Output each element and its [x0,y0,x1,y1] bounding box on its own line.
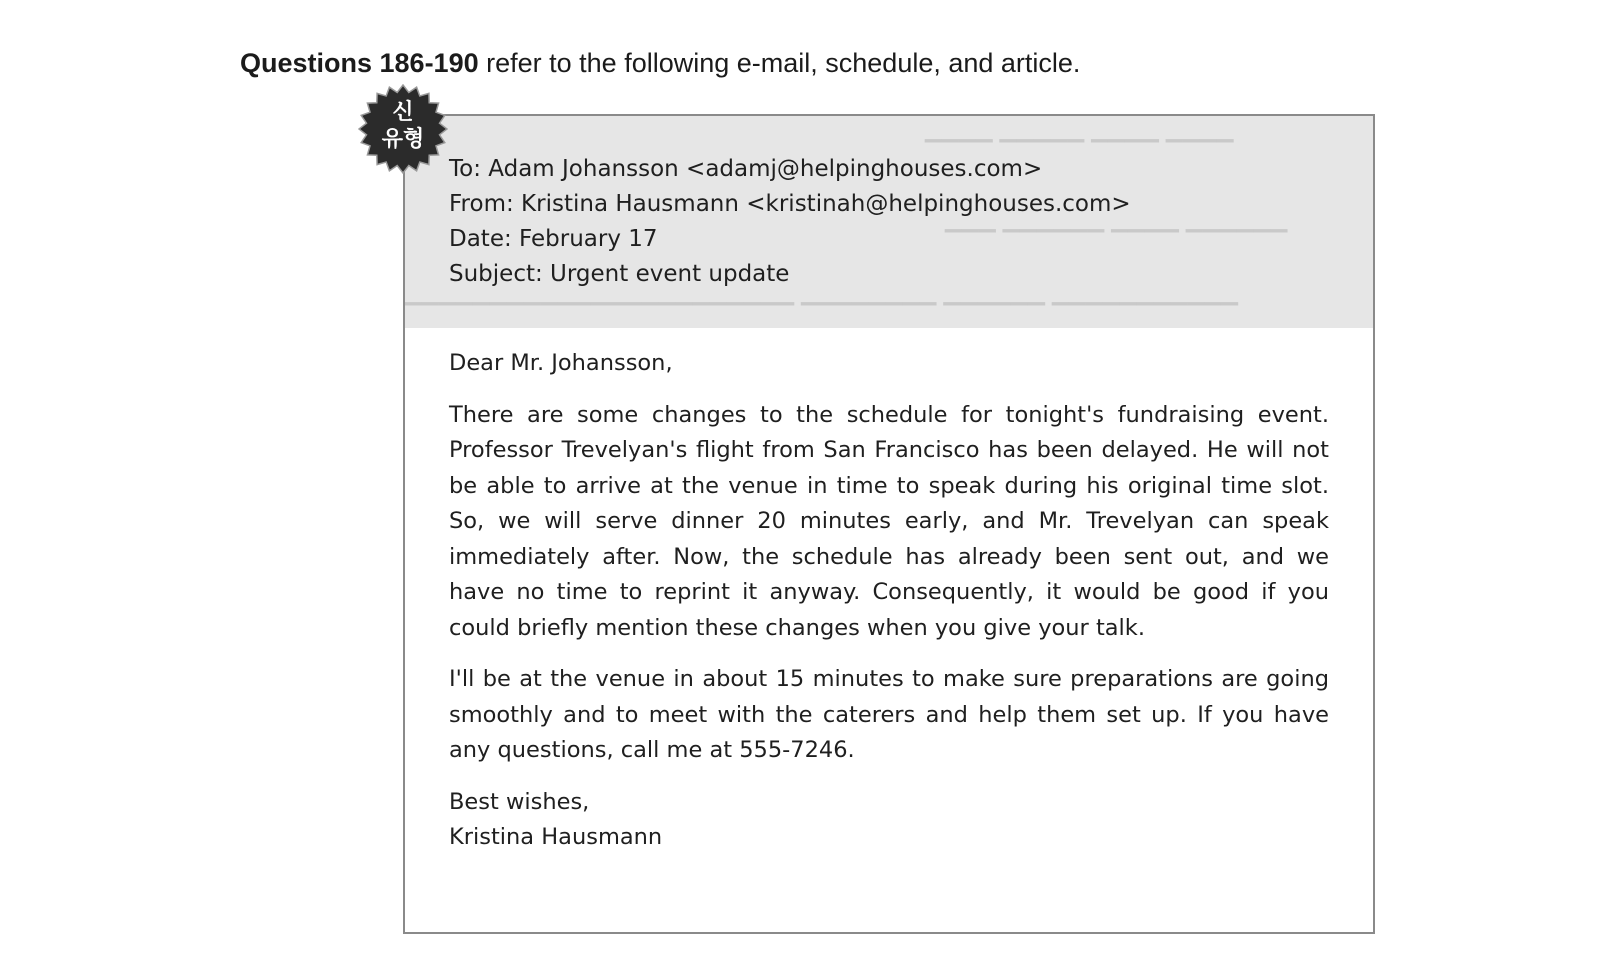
email-paragraph-2: I'll be at the venue in about 15 minutes to make sure preparations are going smoothly and to meet with the caterers and help them set up. If you have any questions, call me at 555-7246. [449,666,1329,763]
bleed-through-text: ▁▁▁ ▁▁▁▁▁▁ ▁▁▁▁ ▁▁▁▁▁▁ [945,208,1288,233]
email-document [403,114,1375,934]
email-header [405,116,1373,328]
bleed-through-text: ▁▁▁▁ ▁▁▁▁▁ ▁▁▁▁ ▁▁▁▁ [925,118,1234,143]
question-range: Questions 186-190 [240,48,479,78]
question-intro [240,48,1080,79]
email-to-line: To: Adam Johansson <adamj@helpinghouses.com> [449,156,1043,182]
email-closing: Best wishes, [449,788,590,815]
email-header-fields [449,152,1131,292]
email-from-line: From: Kristina Hausmann <kristinah@helpinghouses.com> [449,191,1131,217]
email-body [449,346,1329,856]
email-date-line: Date: February 17 [449,226,658,252]
email-subject-line: Subject: Urgent event update [449,261,790,287]
email-signature: Kristina Hausmann [449,824,663,850]
new-type-badge [358,84,448,174]
question-intro-text: refer to the following e-mail, schedule, and article. [478,48,1081,78]
email-paragraph-1: There are some changes to the schedule for tonight's fundraising event. Professor Trevelyan's flight from San Francisco has been delayed. He will not be able to arrive at the venue in time to speak during his original time slot. So, we will serve dinner 20 minutes early, and Mr. Trevelyan can speak immediately after. Now, the schedule has already been sent out, and we have no time to reprint it anyway. Consequently, it would be good if you could briefly mention these changes when you give your talk. [449,401,1329,641]
bleed-through-text: ▁▁▁▁▁▁▁▁▁▁▁▁▁▁▁▁▁▁▁▁▁▁▁ ▁▁▁▁▁▁▁▁ ▁▁▁▁▁▁ ▁▁▁▁▁▁▁▁▁▁▁ [405,281,1239,306]
email-greeting: Dear Mr. Johansson, [449,350,673,376]
badge-label-line2: 유형 [381,127,425,152]
badge-label [358,99,448,153]
badge-label-line1: 신 [392,100,414,125]
